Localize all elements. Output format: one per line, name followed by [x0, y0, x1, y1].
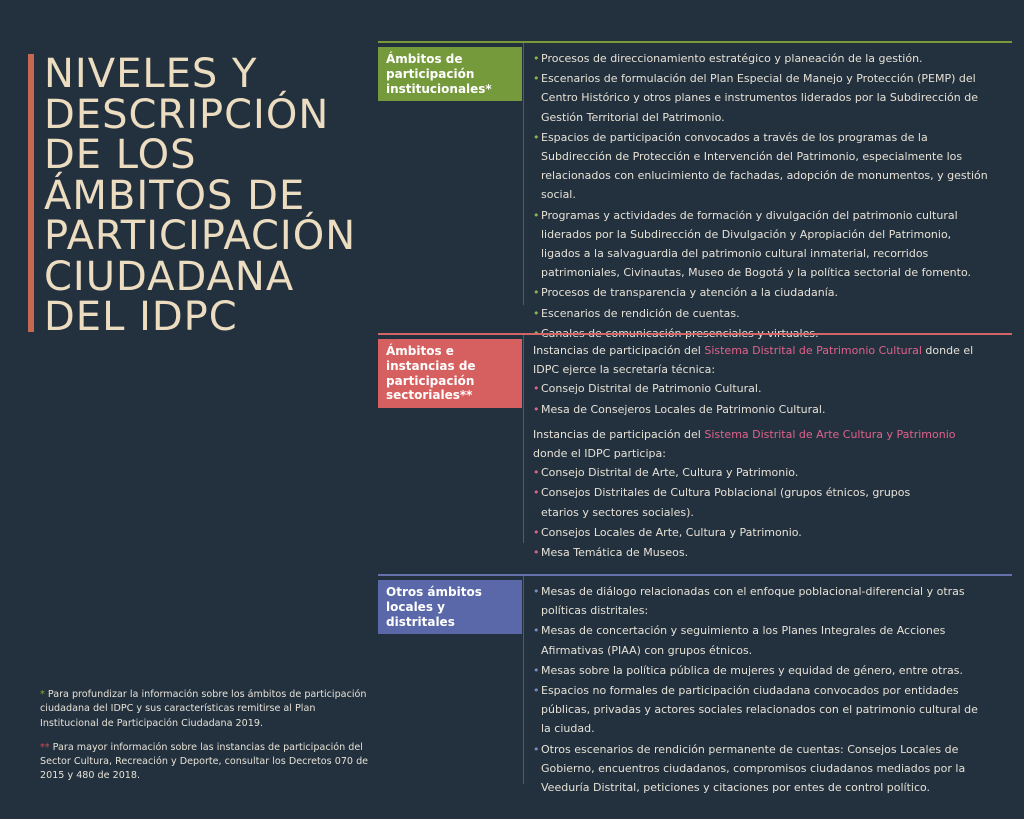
title-line: NIVELES Y [44, 51, 258, 97]
section-rule [378, 333, 1012, 335]
list-item-text: Mesas de concertación y seguimiento a los Planes Integrales de Acciones Afirmativas (PIAA) con grupos étnicos. [541, 624, 946, 657]
bullet-icon: • [533, 72, 540, 86]
list-item [533, 463, 993, 482]
section-rule [378, 574, 1012, 576]
list-item-text: Procesos de transparencia y atención a la ciudadanía. [541, 286, 838, 300]
list-item [533, 304, 993, 323]
list-item-text: Espacios no formales de participación ciudadana convocados por entidades públicas, privadas y actores sociales relacionados con el patrimonio cultural de la ciudad. [541, 684, 978, 736]
system-name-patrimonio: Sistema Distrital de Patrimonio Cultural [704, 344, 922, 357]
section-otros [378, 574, 1012, 795]
bullet-icon: • [533, 742, 540, 756]
list-item [533, 681, 993, 739]
list-item-text: Procesos de direccionamiento estratégico y planeación de la gestión. [541, 52, 923, 65]
footnote-institucional [40, 688, 370, 731]
footnote-text: Para profundizar la información sobre los ámbitos de participación ciudadana del IDPC y sus características remitirse al Plan Institucional de Participación Ciudadana 2019. [40, 689, 367, 729]
list-item [533, 582, 993, 620]
section-rule [378, 41, 1012, 43]
title-line: DE LOS [44, 132, 197, 178]
list-item-text: Mesa Temática de Museos. [541, 546, 689, 560]
footnotes [40, 688, 370, 794]
section-divider [523, 43, 524, 305]
page-title [28, 51, 368, 340]
title-line: CIUDADANA [44, 253, 295, 300]
list-item [533, 128, 993, 205]
list-item [533, 49, 993, 68]
section-label: Ámbitos de participación institucionales* [378, 47, 522, 101]
list-item-text: Consejos Distritales de Cultura Poblacional (grupos étnicos, grupos etarios y sectores sociales). [541, 486, 911, 519]
list-item-text: Consejo Distrital de Arte, Cultura y Patrimonio. [541, 466, 799, 480]
list-item [533, 740, 993, 798]
footnote-mark: * [40, 689, 45, 700]
footnote-mark: ** [40, 741, 50, 753]
bullet-icon: • [533, 663, 540, 677]
bullet-icon: • [533, 382, 540, 396]
list-item-text: Otros escenarios de rendición permanente de cuentas: Consejos Locales de Gobierno, encuentros ciudadanos, compromisos ciudadanos mediados por la Veeduría Distrital, peticiones y citaciones por entes de control político. [541, 742, 966, 795]
section-content [533, 341, 993, 563]
title-line: DEL IDPC [44, 294, 238, 340]
list-item [533, 400, 993, 419]
bullet-icon: • [533, 130, 540, 144]
list-item-text: Espacios de participación convocados a través de los programas de la Subdirección de Protección e Intervención del Patrimonio, especialmente los relacionados con enlucimiento de fachadas, adopción de monumentos, y gestión social. [541, 130, 988, 202]
bullet-icon: • [533, 486, 540, 500]
section-institucionales [378, 41, 1012, 320]
list-item-text: Mesas sobre la política pública de mujeres y equidad de género, entre otras. [541, 663, 963, 677]
section-label: Otros ámbitos locales y distritales [378, 580, 522, 634]
section-sectoriales [378, 333, 1012, 560]
list-item-text: Programas y actividades de formación y divulgación del patrimonio cultural liderados por la Subdirección de Divulgación y Apropiación del Patrimonio, ligados a la salvaguardia del patrimonio cultural inmaterial, recorridos patrimoniales, Civinautas, Museo de Bogotá y la política sectorial de fomento. [541, 208, 972, 280]
system-name-arte: Sistema Distrital de Arte Cultura y Patrimonio [704, 427, 956, 441]
section-content [533, 49, 993, 344]
bullet-icon: • [533, 466, 540, 480]
bullet-icon: • [533, 684, 540, 698]
list-item [533, 283, 993, 302]
bullet-icon: • [533, 585, 540, 598]
list-item [533, 523, 993, 542]
bullet-icon: • [533, 286, 540, 300]
section-divider [523, 335, 524, 543]
footnote-sectorial [40, 741, 370, 784]
bullet-icon: • [533, 546, 540, 560]
bullet-icon: • [533, 208, 540, 222]
bullet-icon: • [533, 624, 540, 638]
bullet-icon: • [533, 402, 540, 416]
section-content [533, 582, 993, 798]
list-item [533, 621, 993, 659]
group-intro: Instancias de participación del Sistema Distrital de Patrimonio Cultural donde el IDPC ejerce la secretaría técnica: [533, 344, 974, 377]
list-item-text: Escenarios de formulación del Plan Especial de Manejo y Protección (PEMP) del Centro Histórico y otros planes e instrumentos liderados por la Subdirección de Gestión Territorial del Patrimonio. [541, 72, 978, 124]
section-divider [523, 576, 524, 784]
title-line: ÁMBITOS DE [44, 172, 306, 219]
title-line: DESCRIPCIÓN [44, 91, 330, 138]
list-item [533, 483, 993, 521]
bullet-icon: • [533, 525, 540, 539]
list-item-text: Mesa de Consejeros Locales de Patrimonio Cultural. [541, 402, 826, 416]
list-item [533, 379, 993, 398]
list-item [533, 661, 993, 680]
list-item [533, 543, 993, 562]
list-item [533, 69, 993, 127]
footnote-text: Para mayor información sobre las instancias de participación del Sector Cultura, Recreación y Deporte, consultar los Decretos 070 de 2015 y 480 de 2018. [40, 741, 369, 782]
title-line: PARTICIPACIÓN [44, 213, 357, 259]
bullet-icon: • [533, 306, 540, 320]
list-item-text: Consejo Distrital de Patrimonio Cultural. [541, 382, 762, 396]
group-intro: Instancias de participación del Sistema Distrital de Arte Cultura y Patrimonio donde el IDPC participa: [533, 427, 956, 461]
bullet-icon: • [533, 52, 540, 65]
list-item-text: Mesas de diálogo relacionadas con el enfoque poblacional-diferencial y otras políticas distritales: [541, 585, 965, 618]
section-label: Ámbitos e instancias de participación sectoriales** [378, 339, 522, 408]
list-item [533, 206, 993, 283]
list-item-text: Escenarios de rendición de cuentas. [541, 306, 740, 320]
list-item-text: Consejos Locales de Arte, Cultura y Patrimonio. [541, 525, 802, 539]
